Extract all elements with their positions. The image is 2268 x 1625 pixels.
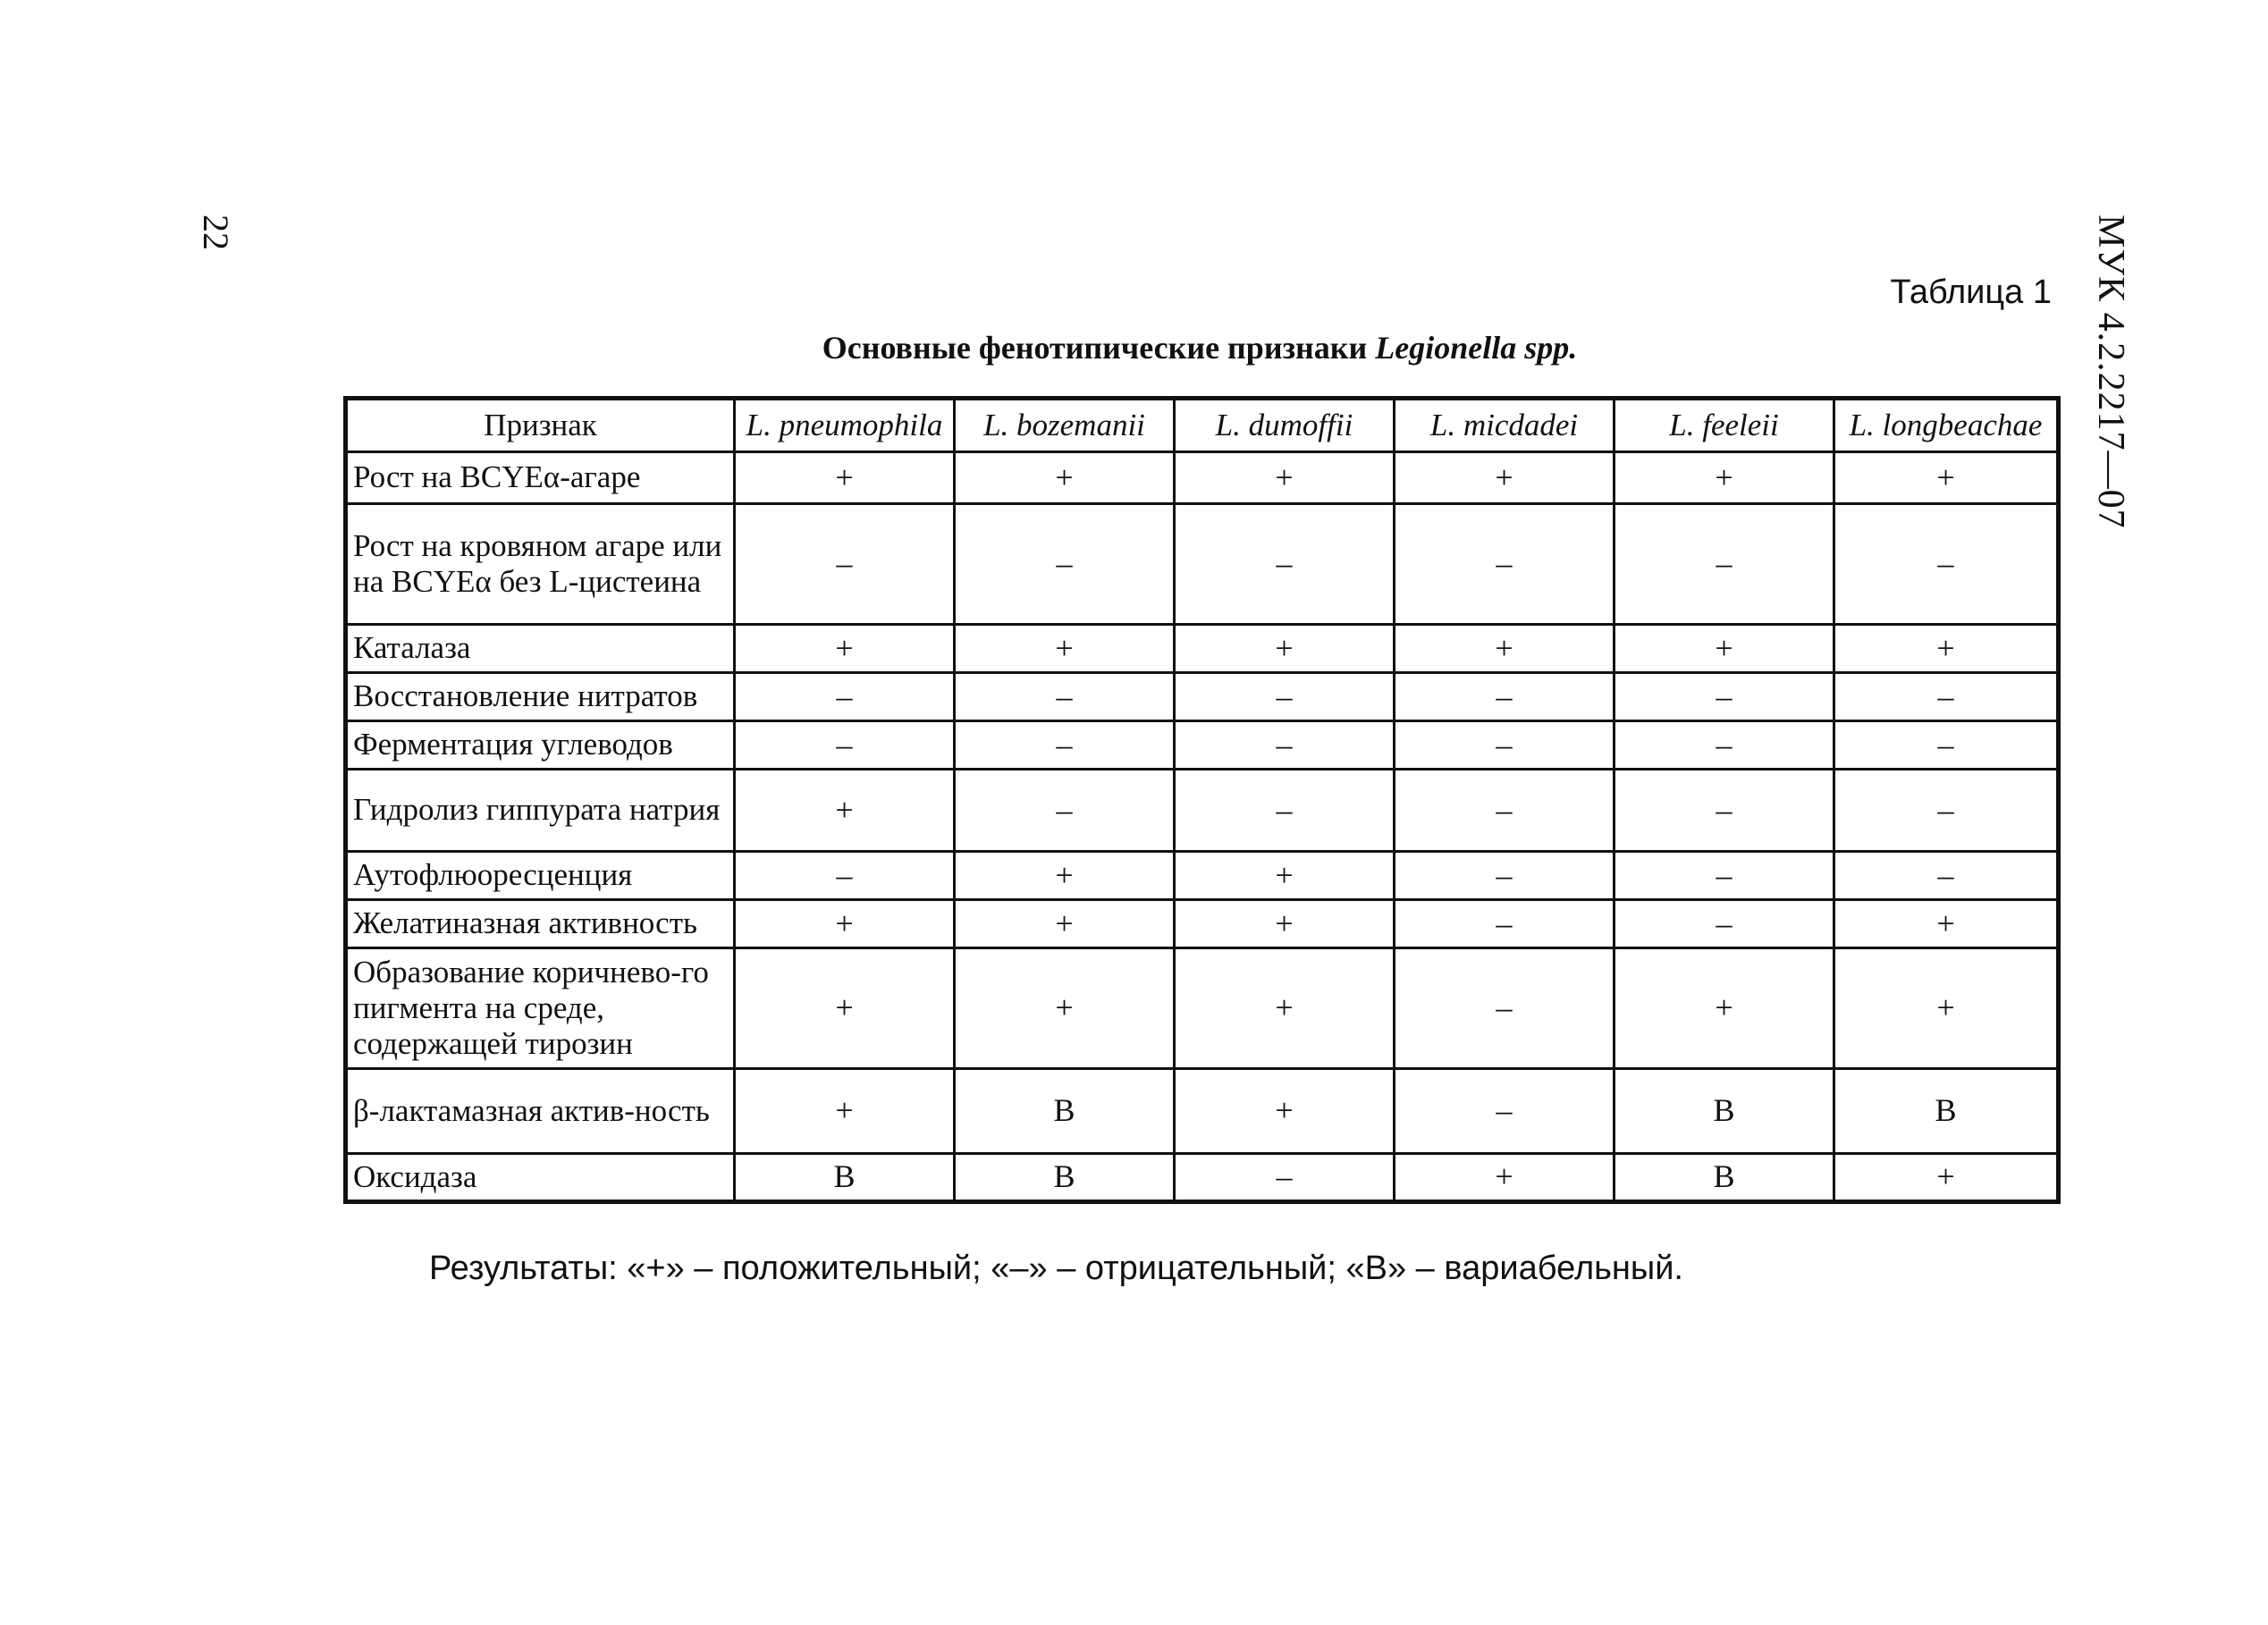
value-cell: + (955, 852, 1175, 900)
header-feature: Признак (346, 399, 735, 452)
table-row (346, 1069, 2059, 1154)
feature-cell: Восстановление нитратов (346, 673, 735, 721)
value-cell: + (735, 948, 955, 1069)
value-cell: В (955, 1069, 1175, 1154)
value-cell: – (1615, 770, 1834, 852)
value-cell: + (1615, 452, 1834, 504)
value-cell: – (955, 721, 1175, 770)
value-cell: – (1834, 721, 2059, 770)
value-cell: + (1834, 452, 2059, 504)
value-cell: + (1175, 452, 1395, 504)
value-cell: В (735, 1154, 955, 1202)
table-row (346, 900, 2059, 948)
value-cell: – (1175, 770, 1395, 852)
value-cell: – (955, 673, 1175, 721)
table-row (346, 721, 2059, 770)
value-cell: – (1395, 900, 1615, 948)
results-legend: Результаты: «+» – положительный; «–» – отрицательный; «В» – вариабельный. (429, 1250, 1683, 1287)
value-cell: – (1175, 504, 1395, 625)
table-row (346, 770, 2059, 852)
value-cell: + (955, 625, 1175, 673)
value-cell: – (1834, 770, 2059, 852)
value-cell: + (735, 625, 955, 673)
table-label: Таблица 1 (1890, 274, 2052, 311)
header-species: L. longbeachae (1834, 399, 2059, 452)
value-cell: – (1395, 948, 1615, 1069)
value-cell: + (735, 1069, 955, 1154)
feature-cell: Желатиназная активность (346, 900, 735, 948)
feature-cell: β-лактамазная актив-ность (346, 1069, 735, 1154)
table-row (346, 625, 2059, 673)
value-cell: – (735, 852, 955, 900)
value-cell: – (1615, 852, 1834, 900)
feature-cell: Гидролиз гиппурата натрия (346, 770, 735, 852)
value-cell: + (1175, 1069, 1395, 1154)
value-cell: + (1834, 625, 2059, 673)
value-cell: – (1395, 721, 1615, 770)
value-cell: В (1834, 1069, 2059, 1154)
table-row (346, 948, 2059, 1069)
value-cell: – (735, 504, 955, 625)
value-cell: – (735, 673, 955, 721)
table-header-row (346, 399, 2059, 452)
value-cell: + (1834, 948, 2059, 1069)
feature-cell: Аутофлюоресценция (346, 852, 735, 900)
value-cell: – (1395, 504, 1615, 625)
value-cell: – (1175, 673, 1395, 721)
value-cell: – (1175, 721, 1395, 770)
value-cell: + (1834, 900, 2059, 948)
table-row (346, 452, 2059, 504)
table-row (346, 673, 2059, 721)
value-cell: В (1615, 1154, 1834, 1202)
value-cell: + (955, 452, 1175, 504)
value-cell: + (735, 770, 955, 852)
value-cell: – (1395, 1069, 1615, 1154)
value-cell: – (1834, 504, 2059, 625)
header-species: L. feeleii (1615, 399, 1834, 452)
value-cell: – (1395, 770, 1615, 852)
feature-cell: Каталаза (346, 625, 735, 673)
table-row (346, 504, 2059, 625)
page-number: 22 (196, 215, 236, 250)
value-cell: – (955, 504, 1175, 625)
value-cell: – (1175, 1154, 1395, 1202)
document-code: МУК 4.2.2217—07 (2090, 215, 2131, 529)
value-cell: – (735, 721, 955, 770)
feature-cell: Оксидаза (346, 1154, 735, 1202)
value-cell: + (1175, 948, 1395, 1069)
value-cell: – (955, 770, 1175, 852)
value-cell: + (1834, 1154, 2059, 1202)
value-cell: – (1395, 852, 1615, 900)
value-cell: В (1615, 1069, 1834, 1154)
value-cell: + (1395, 625, 1615, 673)
table-row (346, 852, 2059, 900)
value-cell: + (1175, 852, 1395, 900)
value-cell: – (1395, 673, 1615, 721)
value-cell: + (955, 900, 1175, 948)
header-species: L. micdadei (1395, 399, 1615, 452)
value-cell: + (1175, 900, 1395, 948)
feature-cell: Рост на кровяном агаре или на BCYEα без L-цистеина (346, 504, 735, 625)
value-cell: + (735, 900, 955, 948)
table-title (343, 329, 2056, 366)
value-cell: + (1395, 1154, 1615, 1202)
value-cell: – (1834, 852, 2059, 900)
feature-cell: Рост на BCYEα-агаре (346, 452, 735, 504)
phenotype-table (343, 396, 2061, 1204)
value-cell: + (735, 452, 955, 504)
header-species: L. dumoffii (1175, 399, 1395, 452)
table-title-species: Legionella spp. (1375, 330, 1578, 366)
value-cell: В (955, 1154, 1175, 1202)
table-row (346, 1154, 2059, 1202)
header-species: L. bozemanii (955, 399, 1175, 452)
value-cell: + (1615, 625, 1834, 673)
value-cell: – (1834, 673, 2059, 721)
value-cell: + (1615, 948, 1834, 1069)
feature-cell: Ферментация углеводов (346, 721, 735, 770)
value-cell: – (1615, 673, 1834, 721)
header-species: L. pneumophila (735, 399, 955, 452)
value-cell: + (1175, 625, 1395, 673)
value-cell: – (1615, 721, 1834, 770)
value-cell: – (1615, 900, 1834, 948)
value-cell: + (1395, 452, 1615, 504)
value-cell: + (955, 948, 1175, 1069)
table-title-text: Основные фенотипические признаки (822, 330, 1376, 366)
value-cell: – (1615, 504, 1834, 625)
feature-cell: Образование коричнево-го пигмента на среде, содержащей тирозин (346, 948, 735, 1069)
